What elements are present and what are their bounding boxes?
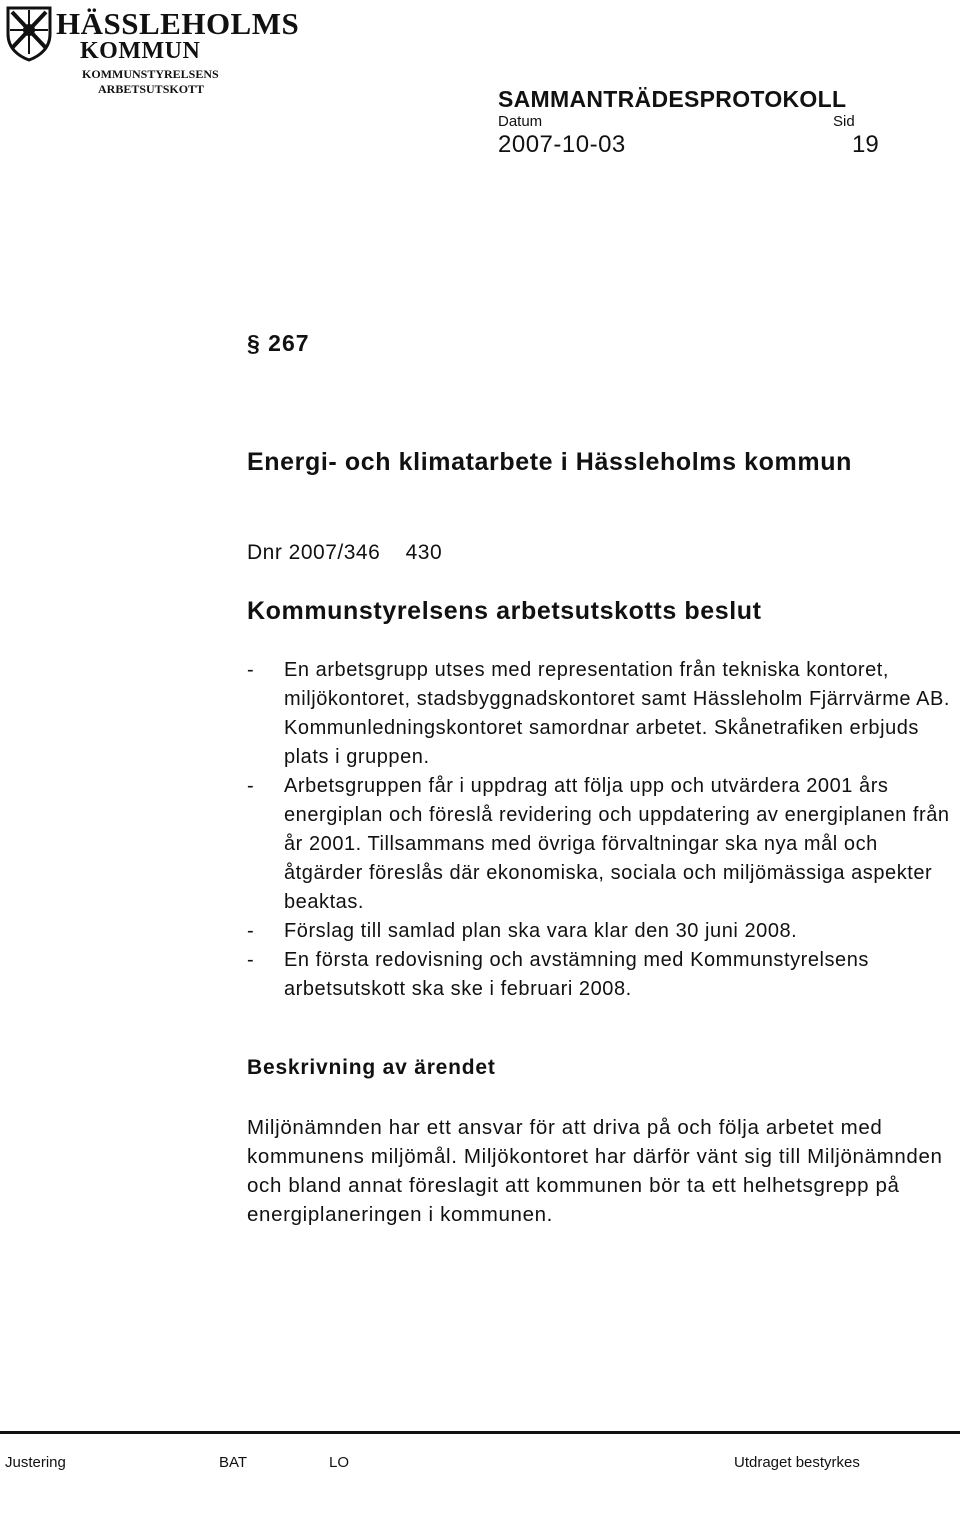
footer-signature-initials: BAT (219, 1454, 248, 1471)
municipality-logo (0, 0, 300, 100)
list-dash: - (247, 775, 255, 797)
decision-item-text: En arbetsgrupp utses med representation från tekniska kontoret, miljökontoret, stadsbyggnadskontoret samt Hässleholm Fjärrvärme AB. Kommunledningskontoret samordnar arbetet. Skånetrafiken erbjuds plats i gruppen. (284, 659, 950, 768)
decision-item (247, 772, 957, 917)
reference-number: Dnr 2007/346 430 (247, 541, 443, 564)
list-dash: - (247, 920, 255, 942)
meeting-date: 2007-10-03 (498, 131, 626, 158)
coat-of-arms-icon (4, 4, 54, 62)
item-title: Energi- och klimatarbete i Hässleholms kommun (247, 448, 852, 476)
decision-item-text: Arbetsgruppen får i uppdrag att följa upp och utvärdera 2001 års energiplan och föreslå revidering och uppdatering av energiplanen från år 2001. Tillsammans med övriga förvaltningar ska nya mål och åtgärder föreslås där ekonomiska, sociala och miljömässiga aspekter beaktas. (284, 775, 950, 913)
footer-certified-label: Utdraget bestyrkes (734, 1454, 860, 1471)
decision-heading: Kommunstyrelsens arbetsutskotts beslut (247, 597, 762, 625)
org-unit-line1: KOMMUNSTYRELSENS (82, 67, 219, 81)
description-text: Miljönämnden har ett ansvar för att driva på och följa arbetet med kommunens miljömål. Miljökontoret har därför vänt sig till Miljönämnden och bland annat föreslagit att kommunen bör ta ett helhetsgrepp på energiplaneringen i kommunen. (247, 1116, 943, 1226)
decision-item-text: En första redovisning och avstämning med Kommunstyrelsens arbetsutskott ska ske i februari 2008. (284, 949, 869, 1000)
description-heading: Beskrivning av ärendet (247, 1056, 496, 1079)
org-type: KOMMUN (80, 38, 201, 64)
date-label: Datum (498, 113, 543, 130)
footer-signature-initials: LO (329, 1454, 350, 1471)
decision-list (247, 656, 957, 1004)
decision-item (247, 656, 957, 772)
page-number: 19 (852, 131, 879, 158)
list-dash: - (247, 949, 255, 971)
list-dash: - (247, 659, 255, 681)
org-name: HÄSSLEHOLMS (56, 6, 300, 41)
org-unit-line2: ARBETSUTSKOTT (98, 82, 205, 96)
decision-item (247, 917, 957, 946)
footer-divider (0, 1431, 960, 1434)
document-type: SAMMANTRÄDESPROTOKOLL (498, 86, 847, 112)
decision-item-text: Förslag till samlad plan ska vara klar den 30 juni 2008. (284, 920, 798, 942)
page-label: Sid (833, 113, 855, 130)
footer-justering-label: Justering (5, 1454, 66, 1471)
paragraph-number: § 267 (247, 330, 310, 356)
decision-item (247, 946, 957, 1004)
